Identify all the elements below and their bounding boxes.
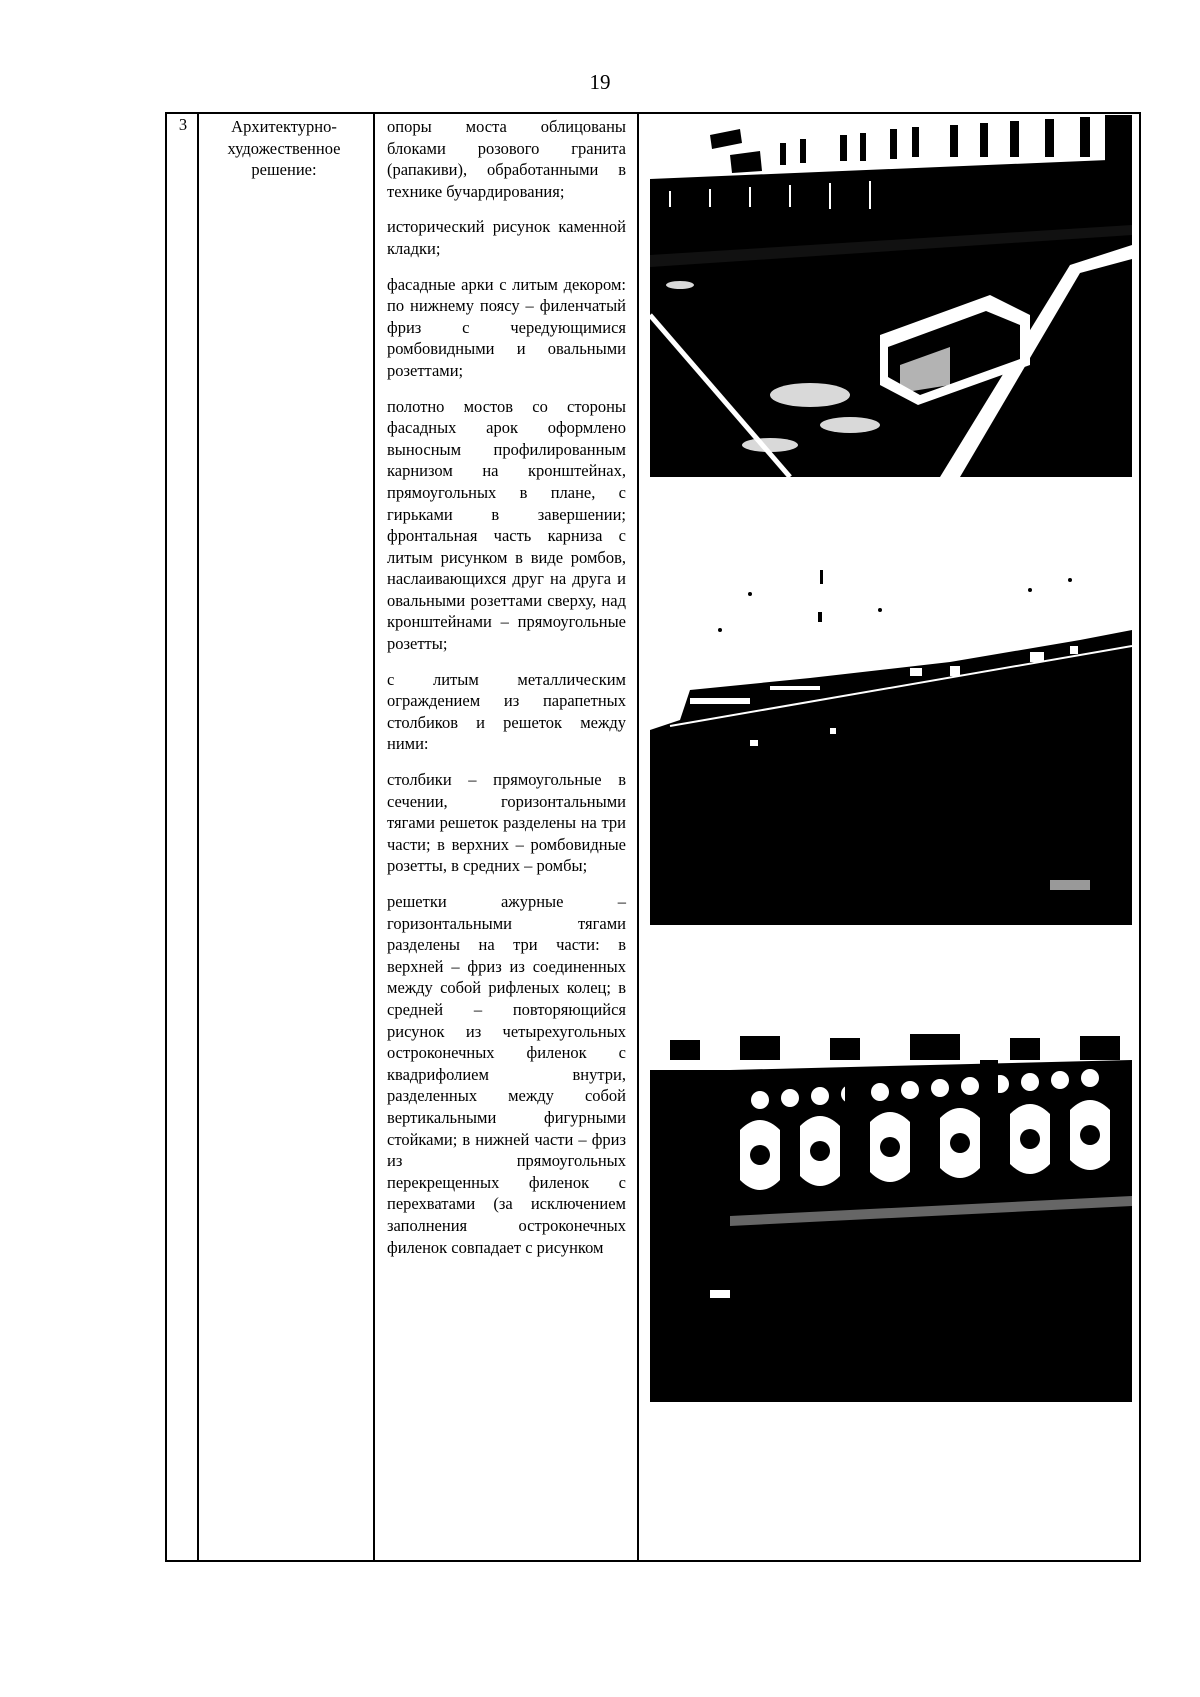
bridge-cornice-photo <box>650 550 1132 925</box>
cast-iron-railing-photo <box>650 1030 1132 1402</box>
description-paragraph: исторический рисунок каменной кладки; <box>387 217 626 258</box>
description-paragraph: опоры моста облицованы блоками розового гранита (рапакиви), обработанными в технике бучардирования; <box>387 117 626 201</box>
table-divider-3 <box>637 112 639 1562</box>
table-border-top <box>165 112 1141 114</box>
table-border-right <box>1139 112 1141 1562</box>
description-column <box>387 116 626 1258</box>
table-border-bottom <box>165 1560 1141 1562</box>
bridge-canal-photo <box>650 115 1132 477</box>
category-label: Архитектурно- художественное решение: <box>227 117 341 180</box>
table-divider-1 <box>197 112 199 1562</box>
row-number: 3 <box>178 115 188 134</box>
table-divider-2 <box>373 112 375 1562</box>
table-border-left <box>165 112 167 1562</box>
page-number: 19 <box>589 70 611 94</box>
description-paragraph: столбики – прямоугольные в сечении, горизонтальными тягами решеток разделены на три части; в верхних – ромбовидные розетты, в средних – ромбы; <box>387 770 626 876</box>
description-paragraph: фасадные арки с литым декором: по нижнему поясу – филенчатый фриз с чередующимися ромбовидными и овальными розеттами; <box>387 274 626 380</box>
description-paragraph: полотно мостов со стороны фасадных арок оформлено выносным профилированным карнизом на кронштейнах, прямоугольных в плане, с гирьками в завершении; фронтальная часть карниза с литым рисунком в виде ромбов, наслаивающихся друг на друга и овальными розеттами сверху, над кронштейнами – прямоугольные розетты; <box>387 396 626 654</box>
description-paragraph: с литым металлическим ограждением из парапетных столбиков и решеток между ними: <box>387 669 626 754</box>
description-paragraph: решетки ажурные – горизонтальными тягами разделены на три части: в верхней – фриз из соединенных между собой рифленых колец; в средней – повторяющийся рисунок из четырехугольных остроконечных филенок с квадрифолием внутри, разделенных между собой вертикальными фигурными стойками; в нижней части – фриз из прямоугольных перекрещенных филенок с перехватами (за исключением заполнения остроконечных филенок совпадает с рисунком <box>387 892 626 1257</box>
